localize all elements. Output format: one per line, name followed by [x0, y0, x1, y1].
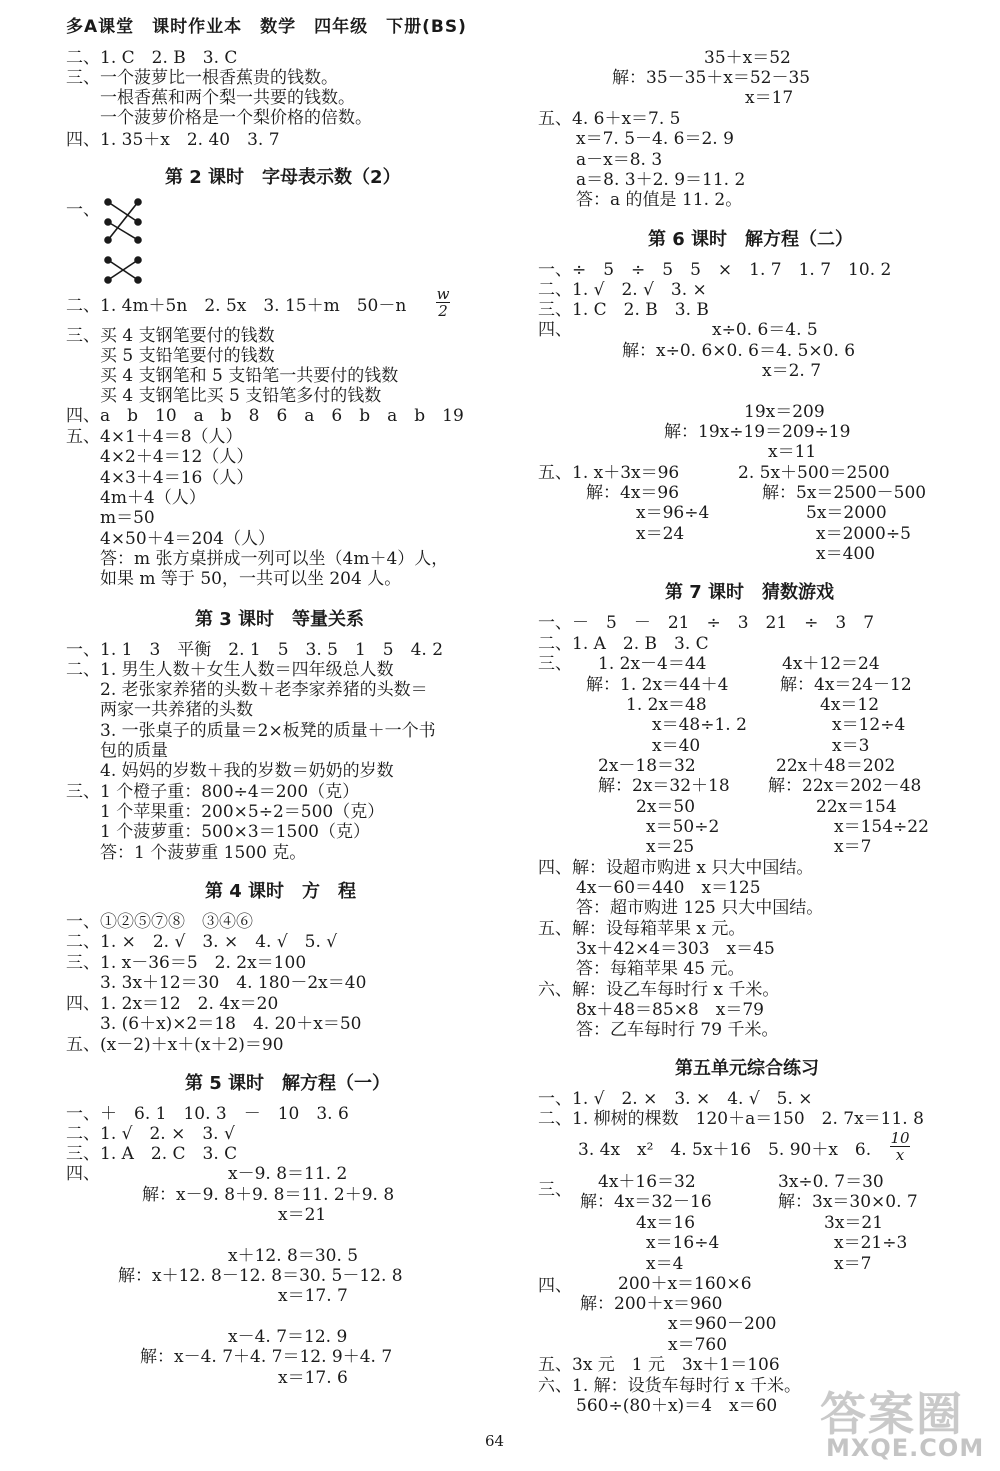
answer-line: 解：x－4. 7＋4. 7＝12. 9＋4. 7 [140, 1347, 393, 1367]
answer-line: 4x－60＝440 x＝125 [576, 878, 761, 898]
answer-line: x＝7 [834, 837, 872, 857]
answer-line: 六、1. 解：设货车每时行 x 千米。 [538, 1376, 802, 1396]
answer-line: 二、1. √ 2. × 3. √ [66, 1124, 235, 1144]
answer-line: 二、1. 男生人数＋女生人数＝四年级总人数 [66, 660, 394, 680]
answer-line: x＝4 [646, 1254, 684, 1274]
answer-line: 4x＝16 [636, 1213, 696, 1233]
page-number: 64 [485, 1432, 505, 1450]
answer-line: x＝21÷3 [834, 1233, 908, 1253]
answer-line: 答：a 的值是 11. 2。 [576, 190, 743, 210]
answer-line: 答：每箱苹果 45 元。 [576, 959, 745, 979]
answer-line: 3x＝21 [824, 1213, 884, 1233]
answer-line: 4x＋16＝32 [598, 1172, 696, 1192]
answer-line: x＝25 [646, 837, 695, 857]
answer-line: x＝2. 7 [762, 361, 822, 381]
section-title: 第 2 课时 字母表示数（2） [165, 167, 401, 188]
answer-line: 解：19x÷19＝209÷19 [664, 422, 851, 442]
answer-line: 35＋x＝52 [704, 48, 791, 68]
answer-line: 解：3x＝30×0. 7 [778, 1192, 918, 1212]
answer-line: 五、4. 6＋x＝7. 5 [538, 109, 681, 129]
section-title: 第 5 课时 解方程（一） [185, 1073, 391, 1094]
fraction-denominator: 2 [438, 302, 448, 320]
answer-line: 2x－18＝32 [598, 756, 696, 776]
answer-line: 答：1 个菠萝重 1500 克。 [66, 843, 307, 863]
answer-line: 560÷(80＋x)＝4 x＝60 [576, 1396, 778, 1416]
answer-line: 答：乙车每时行 79 千米。 [576, 1020, 779, 1040]
answer-line: x＝7. 5－4. 6＝2. 9 [576, 129, 734, 149]
answer-line: 4. 妈妈的岁数＋我的岁数＝奶奶的岁数 [66, 761, 394, 781]
answer-line: 五、4×1＋4＝8（人） [66, 427, 243, 447]
answer-line: 3x÷0. 7＝30 [778, 1172, 884, 1192]
answer-line: 一、 [66, 200, 100, 220]
answer-line: 1. 2x＝48 [626, 695, 707, 715]
answer-line: 一、＋ 6. 1 10. 3 － 10 3. 6 [66, 1104, 349, 1124]
answer-line: 2. 老张家养猪的头数＋老李家养猪的头数＝ [66, 680, 428, 700]
answer-line: 22x＝154 [816, 797, 897, 817]
answer-line: x＝21 [278, 1205, 327, 1225]
answer-line: 一个菠萝价格是一个梨价格的倍数。 [66, 108, 372, 128]
answer-line: 2x＝50 [636, 797, 696, 817]
section-title: 第五单元综合练习 [675, 1058, 819, 1079]
answer-line: 2. 5x＋500＝2500 [738, 463, 890, 483]
answer-line: 3. (6＋x)×2＝18 4. 20＋x＝50 [66, 1014, 362, 1034]
answer-line: 四、1. 35＋x 2. 40 3. 7 [66, 130, 280, 150]
fraction [436, 286, 450, 319]
answer-line: 一、－ 5 － 21 ÷ 3 21 ÷ 3 7 [538, 613, 875, 633]
answer-line: 三、1 个橙子重：800÷4＝200（克） [66, 782, 360, 802]
answer-line: 解：1. 2x＝44＋4 [586, 675, 729, 695]
answer-line: 六、解：设乙车每时行 x 千米。 [538, 980, 780, 1000]
answer-line: 4×2＋4＝12（人） [66, 447, 254, 467]
page-header: 多A课堂 课时作业本 数学 四年级 下册(BS) [66, 17, 467, 37]
watermark-text: 答案圈 [820, 1387, 964, 1441]
answer-line: 3x＋42×4＝303 x＝45 [576, 939, 775, 959]
answer-line: 买 4 支钢笔和 5 支铅笔一共要付的钱数 [66, 366, 399, 386]
answer-line: 19x＝209 [744, 402, 825, 422]
answer-line: 4×50＋4＝204（人） [66, 529, 275, 549]
answer-line: x－9. 8＝11. 2 [228, 1164, 348, 1184]
answer-line: 四、 [538, 1276, 572, 1296]
answer-line: 包的质量 [66, 741, 168, 761]
answer-line: x＝48÷1. 2 [652, 715, 747, 735]
answer-line: 1 个菠萝重：500×3＝1500（克） [66, 822, 370, 842]
answer-line: 二、1. 柳树的棵数 120＋a＝150 2. 7x＝11. 8 [538, 1109, 924, 1129]
answer-line: 二、1. A 2. B 3. C [538, 634, 709, 654]
answer-line: 三、买 4 支钢笔要付的钱数 [66, 326, 275, 346]
answer-line: 解：4x＝32－16 [580, 1192, 712, 1212]
answer-line: x＝960－200 [668, 1314, 777, 1334]
answer-line: 一、1. √ 2. × 3. × 4. √ 5. × [538, 1089, 813, 1109]
answer-line: 四、解：设超市购进 x 只大中国结。 [538, 858, 814, 878]
answer-line: 4×3＋4＝16（人） [66, 468, 254, 488]
answer-line: 二、1. C 2. B 3. C [66, 48, 238, 68]
answer-line: 五、3x 元 1 元 3x＋1＝106 [538, 1355, 780, 1375]
answer-line: 解：x＋12. 8－12. 8＝30. 5－12. 8 [118, 1266, 403, 1286]
answer-line: 3. 4x x² 4. 5x＋16 5. 90＋x 6. [578, 1140, 872, 1160]
answer-line: 解：4x＝24－12 [780, 675, 912, 695]
answer-line: x＝11 [768, 442, 817, 462]
fraction-denominator: x [895, 1146, 905, 1164]
answer-line: 解：35－35＋x＝52－35 [612, 68, 811, 88]
answer-line: 两家一共养猪的头数 [66, 700, 253, 720]
answer-line: 解：22x＝202－48 [768, 776, 922, 796]
answer-line: 三、 [538, 1180, 572, 1200]
answer-line: 1 个苹果重：200×5÷2＝500（克） [66, 802, 385, 822]
answer-line: x＝12÷4 [832, 715, 906, 735]
answer-line: x＝154÷22 [834, 817, 929, 837]
answer-line: 解：5x＝2500－500 [762, 483, 927, 503]
answer-line: a－x＝8. 3 [576, 150, 663, 170]
answer-line: 解：4x＝96 [586, 483, 680, 503]
answer-line: 4x＝12 [820, 695, 880, 715]
section-title: 第 7 课时 猜数游戏 [665, 582, 835, 603]
matching-diagram [100, 196, 150, 286]
answer-line: x＝7 [834, 1254, 872, 1274]
answer-line: 5x＝2000 [806, 503, 887, 523]
answer-line: 五、解：设每箱苹果 x 元。 [538, 919, 746, 939]
answer-line: 三、1. A 2. C 3. C [66, 1144, 238, 1164]
answer-line: 3. 3x＋12＝30 4. 180－2x＝40 [66, 973, 367, 993]
answer-line: 一、①②⑤⑦⑧ ③④⑥ [66, 912, 253, 932]
fraction [890, 1130, 910, 1163]
fraction-numerator: w [436, 285, 450, 303]
answer-line: x＝40 [652, 736, 701, 756]
section-title: 第 6 课时 解方程（二） [648, 229, 854, 250]
answer-line: 解：x÷0. 6×0. 6＝4. 5×0. 6 [622, 341, 856, 361]
answer-line: 三、一个菠萝比一根香蕉贵的钱数。 [66, 68, 338, 88]
answer-line: x＝24 [636, 524, 685, 544]
answer-line: x＝760 [668, 1335, 728, 1355]
watermark-url: MXQE.COM [826, 1434, 985, 1462]
answer-line: 4x＋12＝24 [782, 654, 880, 674]
answer-line: 如果 m 等于 50，一共可以坐 204 人。 [66, 569, 402, 589]
answer-line: 解：x－9. 8＋9. 8＝11. 2＋9. 8 [142, 1185, 395, 1205]
answer-line: 一、1. 1 3 平衡 2. 1 5 3. 5 1 5 4. 2 [66, 640, 444, 660]
answer-line: 答：超市购进 125 只大中国结。 [576, 898, 824, 918]
answer-line: 三、1. x－36＝5 2. 2x＝100 [66, 953, 307, 973]
answer-line: x＝3 [832, 736, 870, 756]
answer-line: 解：200＋x＝960 [580, 1294, 723, 1314]
answer-line: 3. 一张桌子的质量＝2×板凳的质量＋一个书 [66, 721, 436, 741]
section-title: 第 4 课时 方 程 [205, 881, 357, 902]
answer-line: 四、 [538, 320, 572, 340]
section-title: 第 3 课时 等量关系 [195, 609, 365, 630]
answer-line: x＝96÷4 [636, 503, 710, 523]
answer-line: 8x＋48＝85×8 x＝79 [576, 1000, 764, 1020]
answer-line: 二、1. 4m＋5n 2. 5x 3. 15＋m 50－n [66, 296, 407, 316]
answer-line: x＋12. 8＝30. 5 [228, 1246, 359, 1266]
answer-line: x÷0. 6＝4. 5 [712, 320, 818, 340]
answer-line: 四、 [66, 1164, 100, 1184]
answer-line: 二、1. × 2. √ 3. × 4. √ 5. √ [66, 932, 338, 952]
answer-line: x＝16÷4 [646, 1233, 720, 1253]
answer-line: a＝8. 3＋2. 9＝11. 2 [576, 170, 746, 190]
answer-line: 1. 2x－4＝44 [598, 654, 707, 674]
answer-line: 买 4 支钢笔比买 5 支铅笔多付的钱数 [66, 386, 382, 406]
answer-line: 四、1. 2x＝12 2. 4x＝20 [66, 994, 279, 1014]
answer-line: x－4. 7＝12. 9 [228, 1327, 348, 1347]
answer-line: 五、1. x＋3x＝96 [538, 463, 680, 483]
answer-line: 答：m 张方桌拼成一列可以坐（4m＋4）人， [66, 549, 449, 569]
answer-line: 一根香蕉和两个梨一共要的钱数。 [66, 88, 355, 108]
answer-line: m＝50 [66, 508, 155, 528]
answer-line: 二、1. √ 2. √ 3. × [538, 280, 707, 300]
answer-line: x＝17. 6 [278, 1368, 348, 1388]
answer-line: 一、÷ 5 ÷ 5 5 × 1. 7 1. 7 10. 2 [538, 260, 892, 280]
answer-line: 三、 [538, 654, 572, 674]
answer-line: x＝17. 7 [278, 1286, 348, 1306]
answer-line: x＝400 [816, 544, 876, 564]
answer-line: 4m＋4（人） [66, 488, 206, 508]
answer-line: 五、(x－2)＋x＋(x＋2)＝90 [66, 1035, 284, 1055]
answer-line: 买 5 支铅笔要付的钱数 [66, 346, 275, 366]
answer-line: x＝17 [745, 88, 794, 108]
answer-line: 200＋x＝160×6 [618, 1274, 752, 1294]
answer-line: 三、1. C 2. B 3. B [538, 300, 709, 320]
answer-line: 解：2x＝32＋18 [598, 776, 730, 796]
answer-line: 22x＋48＝202 [776, 756, 896, 776]
answer-line: 四、a b 10 a b 8 6 a 6 b a b 19 [66, 406, 464, 426]
answer-line: x＝2000÷5 [816, 524, 911, 544]
fraction-numerator: 10 [890, 1129, 910, 1147]
answer-line: x＝50÷2 [646, 817, 720, 837]
watermark [800, 1378, 990, 1468]
